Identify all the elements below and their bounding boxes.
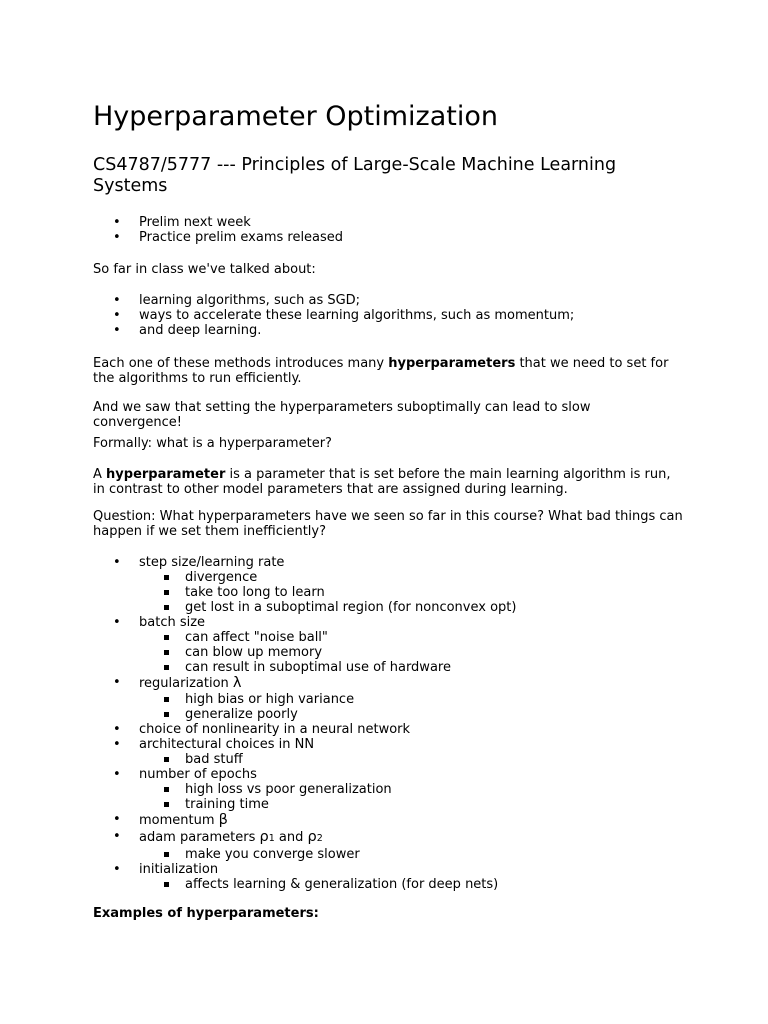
text-span: Each one of these methods introduces many: [93, 356, 389, 371]
list-item-momentum: [93, 812, 683, 829]
sub-list-item: take too long to learn: [139, 585, 683, 600]
subscript: 2: [316, 833, 323, 844]
subscript: 1: [268, 833, 275, 844]
text-span: is a parameter that is set before the main learning algorithm is run, in contrast to other model parameters that are assigned during learning.: [93, 467, 671, 497]
text-span: and: [274, 830, 308, 845]
sub-list-item: high loss vs poor generalization: [139, 782, 683, 797]
sub-list-item: high bias or high variance: [139, 692, 683, 707]
rho-symbol: ρ: [259, 829, 269, 845]
list-item-label: initialization: [139, 862, 219, 877]
sub-list-item: generalize poorly: [139, 707, 683, 722]
hyperparameters-intro-paragraph: [93, 356, 683, 386]
list-item: • and deep learning.: [93, 323, 683, 338]
sub-list-item: divergence: [139, 570, 683, 585]
list-item: • ways to accelerate these learning algorithms, such as momentum;: [93, 308, 683, 323]
sub-list-item: training time: [139, 797, 683, 812]
course-subtitle: CS4787/5777 --- Principles of Large-Scale Machine Learning Systems: [93, 155, 617, 196]
list-item-label: step size/learning rate: [139, 555, 285, 570]
list-item-label: adam parameters: [139, 830, 260, 845]
sub-list-item: bad stuff: [139, 752, 683, 767]
formally-paragraph: [93, 436, 683, 451]
lambda-symbol: λ: [232, 675, 242, 691]
examples-heading-block: [93, 906, 683, 921]
beta-symbol: β: [218, 812, 228, 828]
list-item: • Practice prelim exams released: [93, 230, 683, 245]
sub-list-item: affects learning & generalization (for deep nets): [139, 877, 683, 892]
text-span: that we need to set for the algorithms to run efficiently.: [93, 356, 669, 386]
list-item-label: batch size: [139, 615, 206, 630]
list-item-batch-size: [93, 615, 683, 675]
list-item-label: number of epochs: [139, 767, 257, 782]
examples-heading: Examples of hyperparameters:: [93, 906, 319, 921]
list-item-adam: [93, 829, 683, 862]
slow-convergence-paragraph: [93, 400, 683, 430]
sub-list-item: can affect "noise ball": [139, 630, 683, 645]
bold-term: hyperparameter: [106, 467, 226, 482]
bold-term: hyperparameters: [388, 356, 516, 371]
announcement-list: [93, 215, 683, 245]
rho-symbol: ρ: [307, 829, 317, 845]
list-item: • Prelim next week: [93, 215, 683, 230]
page-title: Hyperparameter Optimization: [93, 101, 498, 132]
list-item-nonlinearity: • choice of nonlinearity in a neural network: [93, 722, 683, 737]
list-item: • learning algorithms, such as SGD;: [93, 293, 683, 308]
paragraph-text: Question: What hyperparameters have we seen so far in this course? What bad things can happen if we set them inefficiently?: [93, 509, 683, 539]
definition-paragraph: [93, 467, 683, 497]
paragraph-text: [93, 356, 683, 386]
sub-list-item: can blow up memory: [139, 645, 683, 660]
topics-list: [93, 293, 683, 338]
sub-list-item: can result in suboptimal use of hardware: [139, 660, 683, 675]
list-item-label: architectural choices in NN: [139, 737, 315, 752]
sub-list-item: get lost in a suboptimal region (for nonconvex opt): [139, 600, 683, 615]
text-span: A: [93, 467, 107, 482]
so-far-paragraph: [93, 262, 683, 277]
list-item-regularization: [93, 675, 683, 722]
list-item-label: regularization: [139, 676, 233, 691]
list-item-architecture: [93, 737, 683, 767]
paragraph-text: And we saw that setting the hyperparameters suboptimally can lead to slow convergence!: [93, 400, 591, 430]
hyperparameter-list: [93, 555, 683, 892]
paragraph-text: [93, 467, 683, 497]
list-item-initialization: [93, 862, 683, 892]
paragraph-text: So far in class we've talked about:: [93, 262, 316, 277]
paragraph-text: Formally: what is a hyperparameter?: [93, 436, 332, 451]
list-item-epochs: [93, 767, 683, 812]
list-item-label: momentum: [139, 813, 219, 828]
list-item-step-size: [93, 555, 683, 615]
question-paragraph: [93, 509, 683, 539]
sub-list-item: make you converge slower: [139, 847, 683, 862]
paragraph-text: [93, 906, 683, 921]
